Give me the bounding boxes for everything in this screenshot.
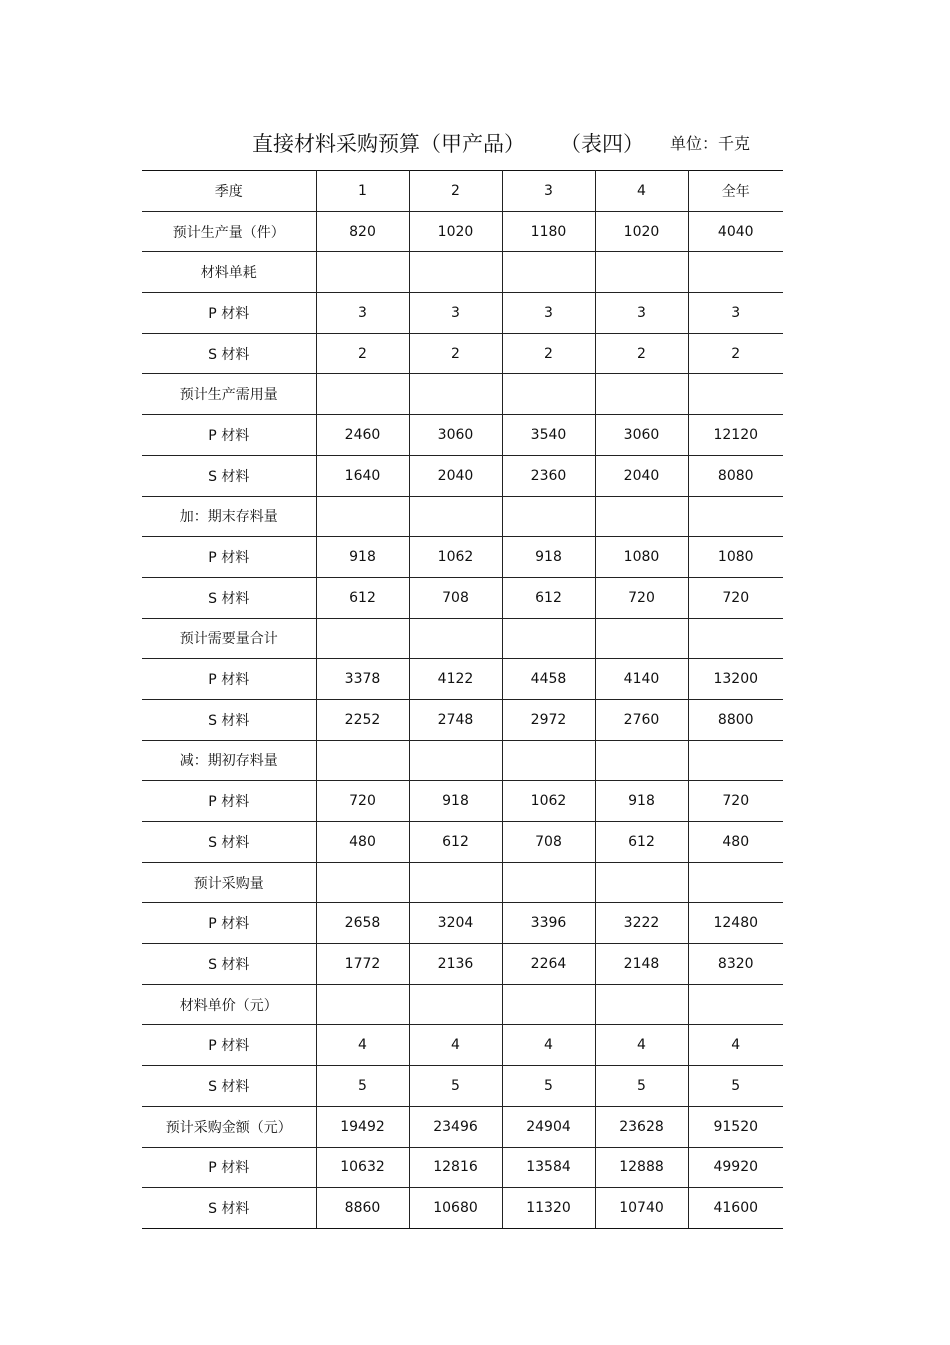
q2-cell: 2136 xyxy=(409,944,502,985)
row-label: S 材料 xyxy=(142,1188,316,1229)
q4-cell: 23628 xyxy=(595,1106,688,1147)
q2-cell xyxy=(409,740,502,781)
full-year-cell: 4 xyxy=(688,1025,783,1066)
full-year-cell: 1080 xyxy=(688,537,783,578)
table-row xyxy=(142,577,783,618)
q1-cell: 918 xyxy=(316,537,409,578)
q4-cell: 2 xyxy=(595,333,688,374)
row-label: S 材料 xyxy=(142,333,316,374)
table-row xyxy=(142,699,783,740)
q3-cell xyxy=(502,984,595,1025)
q2-cell: 918 xyxy=(409,781,502,822)
q2-cell: 4 xyxy=(409,1025,502,1066)
q3-cell: 3540 xyxy=(502,415,595,456)
column-header-quarter: 季度 xyxy=(142,171,316,212)
full-year-cell xyxy=(688,374,783,415)
table-number: （表四） xyxy=(560,132,644,156)
q1-cell xyxy=(316,984,409,1025)
q4-cell xyxy=(595,374,688,415)
q3-cell: 13584 xyxy=(502,1147,595,1188)
table-row xyxy=(142,415,783,456)
q1-cell: 2460 xyxy=(316,415,409,456)
table-row xyxy=(142,496,783,537)
row-label: S 材料 xyxy=(142,1066,316,1107)
full-year-cell xyxy=(688,862,783,903)
q2-cell: 708 xyxy=(409,577,502,618)
q3-cell: 2360 xyxy=(502,455,595,496)
row-label: 预计采购金额（元） xyxy=(142,1106,316,1147)
q4-cell: 3 xyxy=(595,293,688,334)
table-row xyxy=(142,333,783,374)
q1-cell: 8860 xyxy=(316,1188,409,1229)
q3-cell: 708 xyxy=(502,822,595,863)
q4-cell: 12888 xyxy=(595,1147,688,1188)
q3-cell: 4 xyxy=(502,1025,595,1066)
full-year-cell: 13200 xyxy=(688,659,783,700)
full-year-cell: 2 xyxy=(688,333,783,374)
q4-cell: 3060 xyxy=(595,415,688,456)
q2-cell xyxy=(409,984,502,1025)
q2-cell: 1062 xyxy=(409,537,502,578)
table-row xyxy=(142,1025,783,1066)
row-label: S 材料 xyxy=(142,944,316,985)
q4-cell: 612 xyxy=(595,822,688,863)
table-row xyxy=(142,1188,783,1229)
row-label: 预计需要量合计 xyxy=(142,618,316,659)
q2-cell: 12816 xyxy=(409,1147,502,1188)
q1-cell xyxy=(316,252,409,293)
q2-cell: 4122 xyxy=(409,659,502,700)
q2-cell: 23496 xyxy=(409,1106,502,1147)
q2-cell xyxy=(409,374,502,415)
q1-cell: 1640 xyxy=(316,455,409,496)
q1-cell xyxy=(316,374,409,415)
full-year-cell: 720 xyxy=(688,577,783,618)
q1-cell: 3 xyxy=(316,293,409,334)
table-row xyxy=(142,781,783,822)
q3-cell: 4458 xyxy=(502,659,595,700)
q4-cell xyxy=(595,618,688,659)
q4-cell xyxy=(595,740,688,781)
purchase-budget-table xyxy=(142,170,783,1229)
row-label: S 材料 xyxy=(142,699,316,740)
q2-cell: 2748 xyxy=(409,699,502,740)
q4-cell: 1080 xyxy=(595,537,688,578)
row-label: 预计采购量 xyxy=(142,862,316,903)
q1-cell: 820 xyxy=(316,211,409,252)
full-year-cell: 8800 xyxy=(688,699,783,740)
q3-cell: 24904 xyxy=(502,1106,595,1147)
q4-cell: 4 xyxy=(595,1025,688,1066)
q2-cell: 2 xyxy=(409,333,502,374)
q1-cell: 1772 xyxy=(316,944,409,985)
q2-cell xyxy=(409,496,502,537)
q3-cell: 2264 xyxy=(502,944,595,985)
full-year-cell: 4040 xyxy=(688,211,783,252)
table-row xyxy=(142,944,783,985)
table-row xyxy=(142,537,783,578)
q3-cell xyxy=(502,496,595,537)
q2-cell: 1020 xyxy=(409,211,502,252)
q4-cell: 2760 xyxy=(595,699,688,740)
q2-cell xyxy=(409,252,502,293)
table-row xyxy=(142,862,783,903)
q4-cell: 10740 xyxy=(595,1188,688,1229)
q3-cell: 2 xyxy=(502,333,595,374)
table-row xyxy=(142,374,783,415)
column-header-q4: 4 xyxy=(595,171,688,212)
q2-cell: 10680 xyxy=(409,1188,502,1229)
row-label: P 材料 xyxy=(142,903,316,944)
row-label: 材料单耗 xyxy=(142,252,316,293)
full-year-cell: 12480 xyxy=(688,903,783,944)
row-label: S 材料 xyxy=(142,822,316,863)
full-year-cell: 5 xyxy=(688,1066,783,1107)
table-row xyxy=(142,822,783,863)
q3-cell xyxy=(502,374,595,415)
q1-cell: 19492 xyxy=(316,1106,409,1147)
q1-cell xyxy=(316,618,409,659)
table-row xyxy=(142,740,783,781)
row-label: P 材料 xyxy=(142,1025,316,1066)
column-header-q3: 3 xyxy=(502,171,595,212)
q1-cell: 612 xyxy=(316,577,409,618)
q3-cell: 1062 xyxy=(502,781,595,822)
row-label: 材料单价（元） xyxy=(142,984,316,1025)
row-label: S 材料 xyxy=(142,455,316,496)
full-year-cell: 480 xyxy=(688,822,783,863)
table-header-row xyxy=(142,171,783,212)
table-row xyxy=(142,252,783,293)
full-year-cell: 12120 xyxy=(688,415,783,456)
q4-cell xyxy=(595,252,688,293)
table-body xyxy=(142,171,783,1229)
page-title: 直接材料采购预算（甲产品） xyxy=(252,132,525,156)
table-row xyxy=(142,618,783,659)
unit-label: 单位：千克 xyxy=(670,134,751,153)
row-label: 预计生产量（件） xyxy=(142,211,316,252)
q2-cell: 5 xyxy=(409,1066,502,1107)
full-year-cell: 41600 xyxy=(688,1188,783,1229)
q2-cell: 3204 xyxy=(409,903,502,944)
q4-cell: 1020 xyxy=(595,211,688,252)
table-row xyxy=(142,455,783,496)
q3-cell xyxy=(502,252,595,293)
full-year-cell: 3 xyxy=(688,293,783,334)
table-row xyxy=(142,211,783,252)
full-year-cell: 720 xyxy=(688,781,783,822)
q2-cell: 3 xyxy=(409,293,502,334)
table-row xyxy=(142,1147,783,1188)
full-year-cell: 8080 xyxy=(688,455,783,496)
q1-cell: 720 xyxy=(316,781,409,822)
q3-cell: 1180 xyxy=(502,211,595,252)
table-row xyxy=(142,659,783,700)
full-year-cell: 8320 xyxy=(688,944,783,985)
row-label: P 材料 xyxy=(142,293,316,334)
q1-cell: 3378 xyxy=(316,659,409,700)
q4-cell xyxy=(595,862,688,903)
q3-cell: 5 xyxy=(502,1066,595,1107)
q3-cell xyxy=(502,862,595,903)
full-year-cell xyxy=(688,618,783,659)
q1-cell: 2252 xyxy=(316,699,409,740)
row-label: S 材料 xyxy=(142,577,316,618)
table-row xyxy=(142,293,783,334)
row-label: P 材料 xyxy=(142,1147,316,1188)
q1-cell: 5 xyxy=(316,1066,409,1107)
row-label: P 材料 xyxy=(142,781,316,822)
column-header-q2: 2 xyxy=(409,171,502,212)
q4-cell: 2040 xyxy=(595,455,688,496)
row-label: 加：期末存料量 xyxy=(142,496,316,537)
q4-cell xyxy=(595,984,688,1025)
q3-cell xyxy=(502,740,595,781)
full-year-cell xyxy=(688,496,783,537)
q1-cell xyxy=(316,496,409,537)
q3-cell: 3 xyxy=(502,293,595,334)
q4-cell: 918 xyxy=(595,781,688,822)
q1-cell: 4 xyxy=(316,1025,409,1066)
q4-cell: 3222 xyxy=(595,903,688,944)
column-header-full-year: 全年 xyxy=(688,171,783,212)
q1-cell xyxy=(316,862,409,903)
q2-cell xyxy=(409,862,502,903)
q2-cell: 3060 xyxy=(409,415,502,456)
row-label: P 材料 xyxy=(142,537,316,578)
full-year-cell xyxy=(688,740,783,781)
q2-cell: 2040 xyxy=(409,455,502,496)
q4-cell: 2148 xyxy=(595,944,688,985)
q4-cell xyxy=(595,496,688,537)
q2-cell xyxy=(409,618,502,659)
q2-cell: 612 xyxy=(409,822,502,863)
q1-cell: 480 xyxy=(316,822,409,863)
q3-cell: 918 xyxy=(502,537,595,578)
column-header-q1: 1 xyxy=(316,171,409,212)
full-year-cell: 49920 xyxy=(688,1147,783,1188)
table-row xyxy=(142,1106,783,1147)
table-row xyxy=(142,1066,783,1107)
q1-cell: 2658 xyxy=(316,903,409,944)
table-row xyxy=(142,984,783,1025)
q4-cell: 5 xyxy=(595,1066,688,1107)
q3-cell: 612 xyxy=(502,577,595,618)
q3-cell xyxy=(502,618,595,659)
q1-cell: 2 xyxy=(316,333,409,374)
row-label: P 材料 xyxy=(142,659,316,700)
row-label: 减：期初存料量 xyxy=(142,740,316,781)
full-year-cell xyxy=(688,252,783,293)
q1-cell: 10632 xyxy=(316,1147,409,1188)
q3-cell: 11320 xyxy=(502,1188,595,1229)
q3-cell: 3396 xyxy=(502,903,595,944)
q3-cell: 2972 xyxy=(502,699,595,740)
row-label: P 材料 xyxy=(142,415,316,456)
full-year-cell xyxy=(688,984,783,1025)
full-year-cell: 91520 xyxy=(688,1106,783,1147)
table-row xyxy=(142,903,783,944)
q4-cell: 720 xyxy=(595,577,688,618)
row-label: 预计生产需用量 xyxy=(142,374,316,415)
q4-cell: 4140 xyxy=(595,659,688,700)
q1-cell xyxy=(316,740,409,781)
